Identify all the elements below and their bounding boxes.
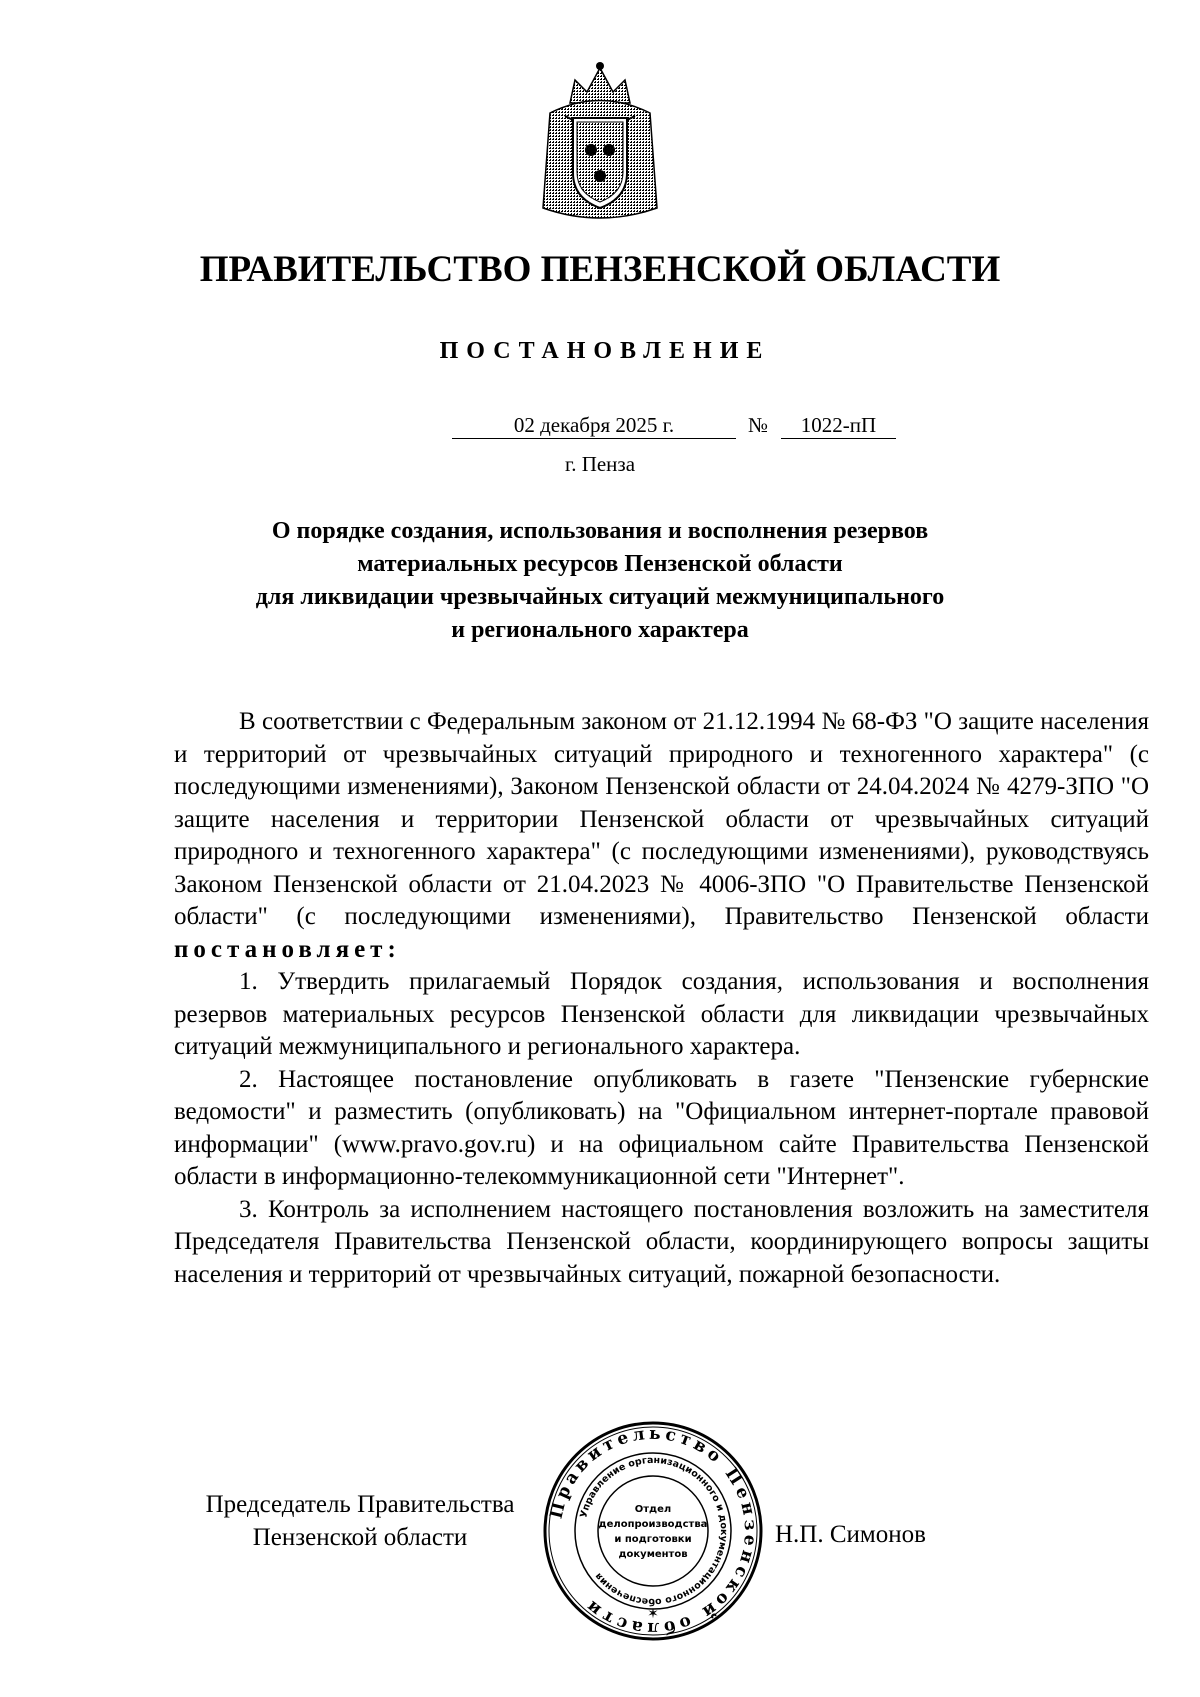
signatory-name: Н.П. Симонов: [775, 1521, 926, 1548]
document-body: [174, 706, 1149, 1291]
document-subject: [200, 515, 1000, 647]
preamble-text: В соответствии с Федеральным законом от 21.12.1994 № 68-ФЗ "О защите населения и территорий от чрезвычайных ситуаций природного и техногенного характера" (с последующими изменениями), Законом Пензенской области от 24.04.2024 № 4279-ЗПО "О защите населения и территории Пензенской области от чрезвычайных ситуаций природного и техногенного характера" (с последующими изменениями), руководствуясь Законом Пензенской области от 21.04.2023 № 4006-ЗПО "О Правительстве Пензенской области" (с последующими изменениями), Правительство Пензенской области: [174, 708, 1149, 930]
subject-line: и регионального характера: [451, 617, 749, 643]
item-paragraph: 3. Контроль за исполнением настоящего постановления возложить на заместителя Председателя Правительства Пензенской области, координирующего вопросы защиты населения и территорий от чрезвычайных ситуаций, пожарной безопасности.: [174, 1195, 1149, 1288]
stamp-outer-text: Правительство Пензенской области: [546, 1423, 761, 1639]
stamp-center-line: документов: [618, 1549, 688, 1560]
document-number: 1022-пП: [781, 412, 896, 439]
item-paragraph: 2. Настоящее постановление опубликовать в газете "Пензенские губернские ведомости" и разместить (опубликовать) на "Официальном интернет-портале правовой информации" (www.pravo.gov.ru) и на официальном сайте Правительства Пензенской области в информационно-телекоммуникационной сети "Интернет".: [174, 1065, 1149, 1190]
stamp-star-icon: ✶: [647, 1607, 659, 1622]
position-line: Пензенской области: [252, 1524, 468, 1551]
preamble-paragraph: [174, 706, 1149, 966]
official-stamp: [542, 1420, 764, 1642]
subject-line: материальных ресурсов Пензенской области: [357, 551, 843, 577]
subject-line: для ликвидации чрезвычайных ситуаций межмуниципального: [255, 584, 945, 610]
position-line: Председатель Правительства: [205, 1491, 515, 1518]
government-title: ПРАВИТЕЛЬСТВО ПЕНЗЕНСКОЙ ОБЛАСТИ: [199, 249, 1001, 290]
stamp-center-line: делопроизводства: [598, 1519, 708, 1530]
document-type: ПОСТАНОВЛЕНИЕ: [439, 338, 771, 364]
decree-word: постановляет:: [174, 935, 401, 963]
stamp-center-line: Отдел: [634, 1504, 672, 1515]
number-sign: №: [748, 413, 769, 437]
item-paragraph: 1. Утвердить прилагаемый Порядок создания, использования и восполнения резервов материальных ресурсов Пензенской области для ликвидации чрезвычайных ситуаций межмуниципального и регионального характера.: [174, 968, 1149, 1060]
signatory-position: [180, 1488, 540, 1554]
stamp-center-line: и подготовки: [614, 1534, 692, 1545]
subject-line: О порядке создания, использования и восполнения резервов: [271, 518, 929, 544]
coat-of-arms-emblem: [525, 58, 675, 228]
stamp-ring-text: Управление организационного и документационного обеспечения: [578, 1454, 730, 1608]
document-city: г. Пенза: [564, 452, 636, 476]
document-date: 02 декабря 2025 г.: [452, 412, 736, 439]
